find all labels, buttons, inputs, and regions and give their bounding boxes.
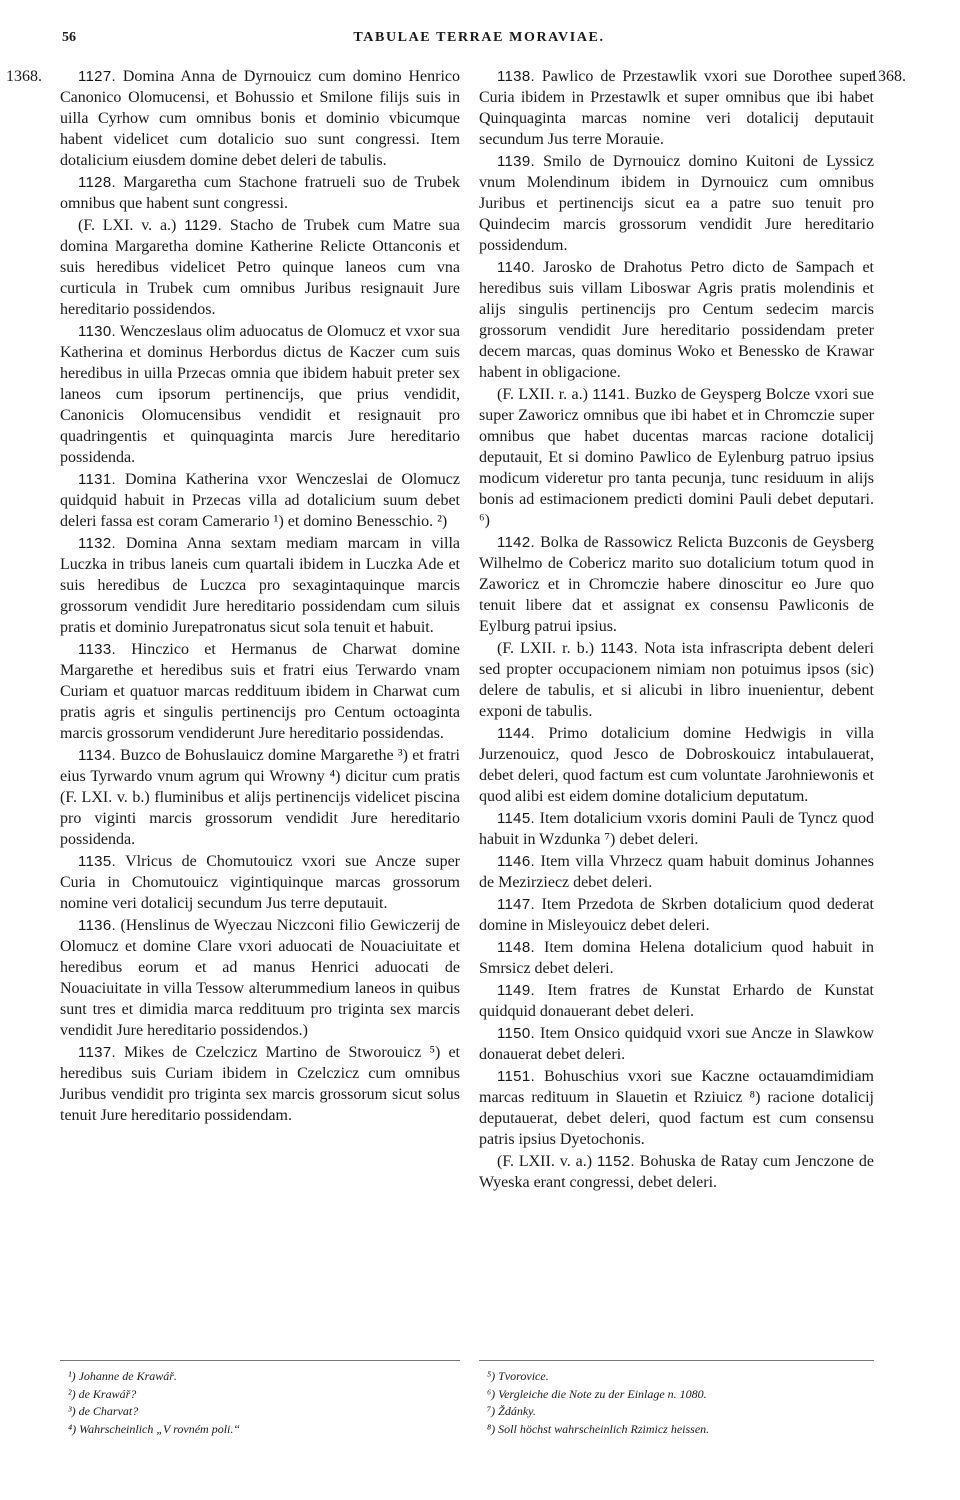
entry-text: Buzko de Geysperg Bolcze vxori sue super Zaworicz omnibus que ibi habet et in Chromczie super omnibus que habet ducentas marcas racione dotalicij deputauit, Et si domino Pawlico de Eylenburg patruo ipsius modicum videretur pro tanta pecunja, tunc residuum in alijs bonis ad estimacionem predicti domini Pauli debet deputari. ⁶) <box>479 386 874 529</box>
left-text-column <box>60 66 460 1127</box>
entry-number: 1145. <box>497 810 535 827</box>
entry-number: 1151. <box>497 1068 535 1085</box>
entry-text: Domina Anna sextam mediam marcam in villa Luczka in tribus laneis cum quartali ibidem in Luczka Ade et suis heredibus de Luczca pro sexagintaquinque marcis grossorum vendidit Jure hereditario possidendam cum siluis pratis et dominio Jurepatronatus sicut sola tenuit et habuit. <box>60 535 460 636</box>
page-header <box>58 30 900 56</box>
entry-paragraph <box>60 172 460 214</box>
entry-number: 1152. <box>596 1153 635 1170</box>
entry-paragraph <box>479 66 874 150</box>
entry-text: Item Onsico quidquid vxori sue Ancze in Slawkow donauerat debet deleri. <box>479 1025 874 1063</box>
entry-text: Smilo de Dyrnouicz domino Kuitoni de Lyssicz vnum Molendinum ibidem in Dyrnouicz cum omnibus Juribus et pertinencijs sicut ea a patre suo tenuit pro Quindecim marcis grossorum vendidit Jure hereditario possidendum. <box>479 153 874 254</box>
entry-paragraph <box>479 384 874 531</box>
entry-number: 1131. <box>78 471 116 488</box>
entry-text: Pawlico de Przestawlik vxori sue Dorothee super Curia ibidem in Przestawlk et super omnibus que ibi habet Quinquaginta marcas nomine veri dotalicij deputauit secundum Jus terre Morauie. <box>479 68 874 148</box>
entry-text: Wenczeslaus olim aduocatus de Olomucz et vxor sua Katherina et dominus Herbordus dictus de Kaczer cum suis heredibus in uilla Przecas omnia que ibidem habuit preter sex laneos cum ipsorum pertinencijs, que prius vendidit, Canonicis Olomucensibus vendidit et resignauit pro quadringentis et quinquaginta marcis Jure hereditario possidenda. <box>60 323 460 466</box>
footnote-text: Ždánky. <box>495 1404 536 1418</box>
footnote <box>487 1403 872 1421</box>
entry-number: 1140. <box>497 259 535 276</box>
entry-paragraph <box>60 851 460 914</box>
entry-text: Vlricus de Chomutouicz vxori sue Ancze super Curia in Chomutouicz vigintiquinque marcas grossorum nomine veri dotalicij secundum Jus terre deputauit. <box>60 853 460 912</box>
footnote <box>487 1368 872 1386</box>
entry-text: Margaretha cum Stachone fratrueli suo de Trubek omnibus que habent sunt congressi. <box>60 174 460 212</box>
footnote-text: Vergleiche die Note zu der Einlage n. 1080. <box>495 1386 707 1401</box>
entry-number: 1144. <box>497 725 535 742</box>
entry-number: 1130. <box>78 323 116 340</box>
entry-number: 1128. <box>78 174 116 191</box>
entry-number: 1148. <box>497 939 535 956</box>
entry-paragraph <box>479 1066 874 1150</box>
entry-number: 1143. <box>600 640 639 657</box>
entry-number: 1147. <box>497 896 535 913</box>
entry-paragraph <box>479 1151 874 1193</box>
entry-text: Item Przedota de Skrben dotalicium quod dederat domine in Misleyouicz debet deleri. <box>479 896 874 934</box>
entry-paragraph <box>479 980 874 1022</box>
footnote-divider-right <box>479 1360 874 1361</box>
footnote-mark: ⁵) <box>487 1369 496 1383</box>
entry-text: Stacho de Trubek cum Matre sua domina Margaretha domine Katherine Relicte Ottanconis et suis heredibus videlicet Petro quinque laneos cum vna curticula in Trubek cum omnibus Juribus resignauit Jure hereditario possidendos. <box>60 217 460 318</box>
entry-paragraph <box>60 321 460 468</box>
entry-text: Item domina Helena dotalicium quod habuit in Smrsicz debet deleri. <box>479 939 874 977</box>
entry-text: Bolka de Rassowicz Relicta Buzconis de Geysberg Wilhelmo de Cobericz marito suo dotalicium totum quod in Zaworicz et in Chromczie habere dinoscitur eo Jure quo tenuit libere dat et assignat ex consensu Pawliconis de Eylburg patrui ipsius. <box>479 534 874 635</box>
footnote-text: Johanne de Krawář. <box>75 1369 177 1383</box>
entry-number: 1133. <box>78 641 116 658</box>
entry-text: Hinczico et Hermanus de Charwat domine Margarethe et heredibus suis et fratri eius Terwardo vnam Curiam et quatuor marcas reddituum ibidem in Charwat cum pratis agris et singulis pertinencijs pro Centum octoaginta marcis grossorum vendiderunt Jure hereditario possidendas. <box>60 641 460 742</box>
entry-number: 1146. <box>497 853 535 870</box>
footnote-text: de Krawář? <box>75 1386 137 1401</box>
footnote <box>487 1421 872 1439</box>
entry-text: Bohuschius vxori sue Kaczne octauamdimidiam marcas redituum in Slauetin et Rziuicz ⁸) racione dotalicij deputauerat, debet deleri, quod factum est cum consensu patris ipsius Dyetochonis. <box>479 1068 874 1148</box>
entry-number: 1138. <box>497 68 535 85</box>
footnote-text: Tvorovice. <box>495 1369 549 1383</box>
entry-number: 1134. <box>78 747 116 764</box>
entry-paragraph <box>479 151 874 256</box>
entry-paragraph <box>60 533 460 638</box>
footnote-mark: ⁶) <box>487 1386 496 1401</box>
entry-paragraph <box>479 894 874 936</box>
footnote <box>68 1403 448 1421</box>
footnote-text: Wahrscheinlich „V rovném poli.“ <box>76 1421 241 1436</box>
entry-text: Item dotalicium vxoris domini Pauli de Tyncz quod habuit in Wzdunka ⁷) debet deleri. <box>479 810 874 848</box>
footnote <box>68 1421 448 1439</box>
running-title: TABULAE TERRAE MORAVIAE. <box>353 30 605 45</box>
entry-number: 1135. <box>78 853 116 870</box>
entry-text: Nota ista infrascripta debent deleri sed propter occupacionem nimiam non potuimus ipsos (sic) delere de tabulis, et si alicubi in libro inuenientur, debent exponi de tabulis. <box>479 640 874 720</box>
entry-text: (Henslinus de Wyeczau Niczconi filio Gewiczerij de Olomucz et domine Clare vxori aduocati de Nouaciuitate et heredibus eorum et ad manus Henrici aduocati de Nouaciuitate in villa Tessow alterummedium laneos in quibus sunt tres et dimidia marca reddituum pro triginta sex marcis vendidit Jure hereditario possidendos.) <box>60 917 460 1039</box>
entry-text: Bohuska de Ratay cum Jenczone de Wyeska erant congressi, debet deleri. <box>479 1153 874 1191</box>
entry-number: 1132. <box>78 535 116 552</box>
entry-paragraph <box>60 915 460 1041</box>
entry-paragraph <box>479 723 874 807</box>
footnotes-right <box>487 1368 872 1438</box>
entry-number: 1141. <box>592 386 631 403</box>
footnote-mark: ⁴) <box>68 1421 77 1436</box>
folio-reference: (F. LXI. v. a.) <box>78 217 185 234</box>
folio-reference: (F. LXII. r. a.) <box>497 386 593 403</box>
footnote <box>68 1368 448 1386</box>
entry-number: 1139. <box>497 153 535 170</box>
folio-reference: (F. LXII. v. a.) <box>497 1153 597 1170</box>
footnote-text: Soll höchst wahrscheinlich Rzimicz heissen. <box>495 1421 710 1436</box>
entry-number: 1149. <box>497 982 535 999</box>
entry-paragraph <box>60 215 460 320</box>
entry-paragraph <box>479 1023 874 1065</box>
entry-text: Jarosko de Drahotus Petro dicto de Sampach et heredibus suis villam Liboswar Agris pratis molendinis et alijs singulis pertinencijs pro Centum sedecim marcis grossorum vendidit Jure hereditario possidendam preter decem marcas, quas dominus Woko et Benessko de Krawar habent in obligacione. <box>479 259 874 381</box>
entry-number: 1150. <box>497 1025 535 1042</box>
entry-number: 1136. <box>78 917 116 934</box>
entry-number: 1129. <box>184 217 223 234</box>
entry-paragraph <box>479 638 874 722</box>
footnote-mark: ³) <box>68 1404 76 1418</box>
footnote-divider-left <box>60 1360 460 1361</box>
footnote-mark: ²) <box>68 1386 76 1401</box>
entry-paragraph <box>479 851 874 893</box>
entry-paragraph <box>60 639 460 744</box>
entry-text: Domina Katherina vxor Wenczeslai de Olomucz quidquid habuit in Przecas villa ad dotalicium suum debet deleri fassa est coram Camerario ¹) et domino Benesschio. ²) <box>60 471 460 530</box>
entry-paragraph <box>479 937 874 979</box>
footnote <box>487 1386 872 1404</box>
entry-paragraph <box>479 257 874 383</box>
entry-number: 1137. <box>78 1044 116 1061</box>
footnote <box>68 1386 448 1404</box>
entry-text: Buzco de Bohuslauicz domine Margarethe ³) et fratri eius Tyrwardo vnum agrum qui Wrowny ⁴) dicitur cum pratis (F. LXI. v. b.) fluminibus et alijs pertinencijs videlicet piscina pro viginti marcis grossorum vendidit Jure hereditario possidenda. <box>60 747 460 848</box>
footnote-mark: ¹) <box>68 1369 76 1383</box>
entry-paragraph <box>60 469 460 532</box>
entry-text: Primo dotalicium domine Hedwigis in villa Jurzenouicz, quod Jesco de Dobroskouicz intabulauerat, debet deleri, quod factum est cum voluntate Jarohniewonis et quod alibi est eidem domine dotalicium deputatum. <box>479 725 874 805</box>
margin-year-left: 1368. <box>6 68 42 85</box>
entry-text: Item fratres de Kunstat Erhardo de Kunstat quidquid donauerant debet deleri. <box>479 982 874 1020</box>
footnote-mark: ⁸) <box>487 1421 496 1436</box>
footnote-mark: ⁷) <box>487 1404 496 1418</box>
footnote-text: de Charvat? <box>75 1404 139 1418</box>
entry-number: 1127. <box>78 68 116 85</box>
entry-paragraph <box>479 808 874 850</box>
entry-paragraph <box>60 1042 460 1126</box>
entry-paragraph <box>479 532 874 637</box>
page-number: 56 <box>62 30 76 45</box>
footnotes-left <box>68 1368 448 1438</box>
entry-text: Item villa Vhrzecz quam habuit dominus Johannes de Mezirziecz debet deleri. <box>479 853 874 891</box>
entry-text: Mikes de Czelczicz Martino de Stworouicz ⁵) et heredibus suis Curiam ibidem in Czelczicz cum omnibus Juribus vendidit pro triginta sex marcis grossorum sicut solus tenuit Jure hereditario possidendam. <box>60 1044 460 1124</box>
margin-year-right: 1368. <box>870 68 906 85</box>
entry-paragraph <box>60 745 460 850</box>
entry-text: Domina Anna de Dyrnouicz cum domino Henrico Canonico Olomucensi, et Bohussio et Smilone filijs suis in uilla Cyrhow cum omnibus bonis et dominio vbicumque habent videlicet cum dotalicio suo sunt congressi. Item dotalicium eiusdem domine debet deleri de tabulis. <box>60 68 460 169</box>
entry-paragraph <box>60 66 460 171</box>
entry-number: 1142. <box>497 534 535 551</box>
folio-reference: (F. LXII. r. b.) <box>497 640 601 657</box>
right-text-column <box>479 66 874 1194</box>
